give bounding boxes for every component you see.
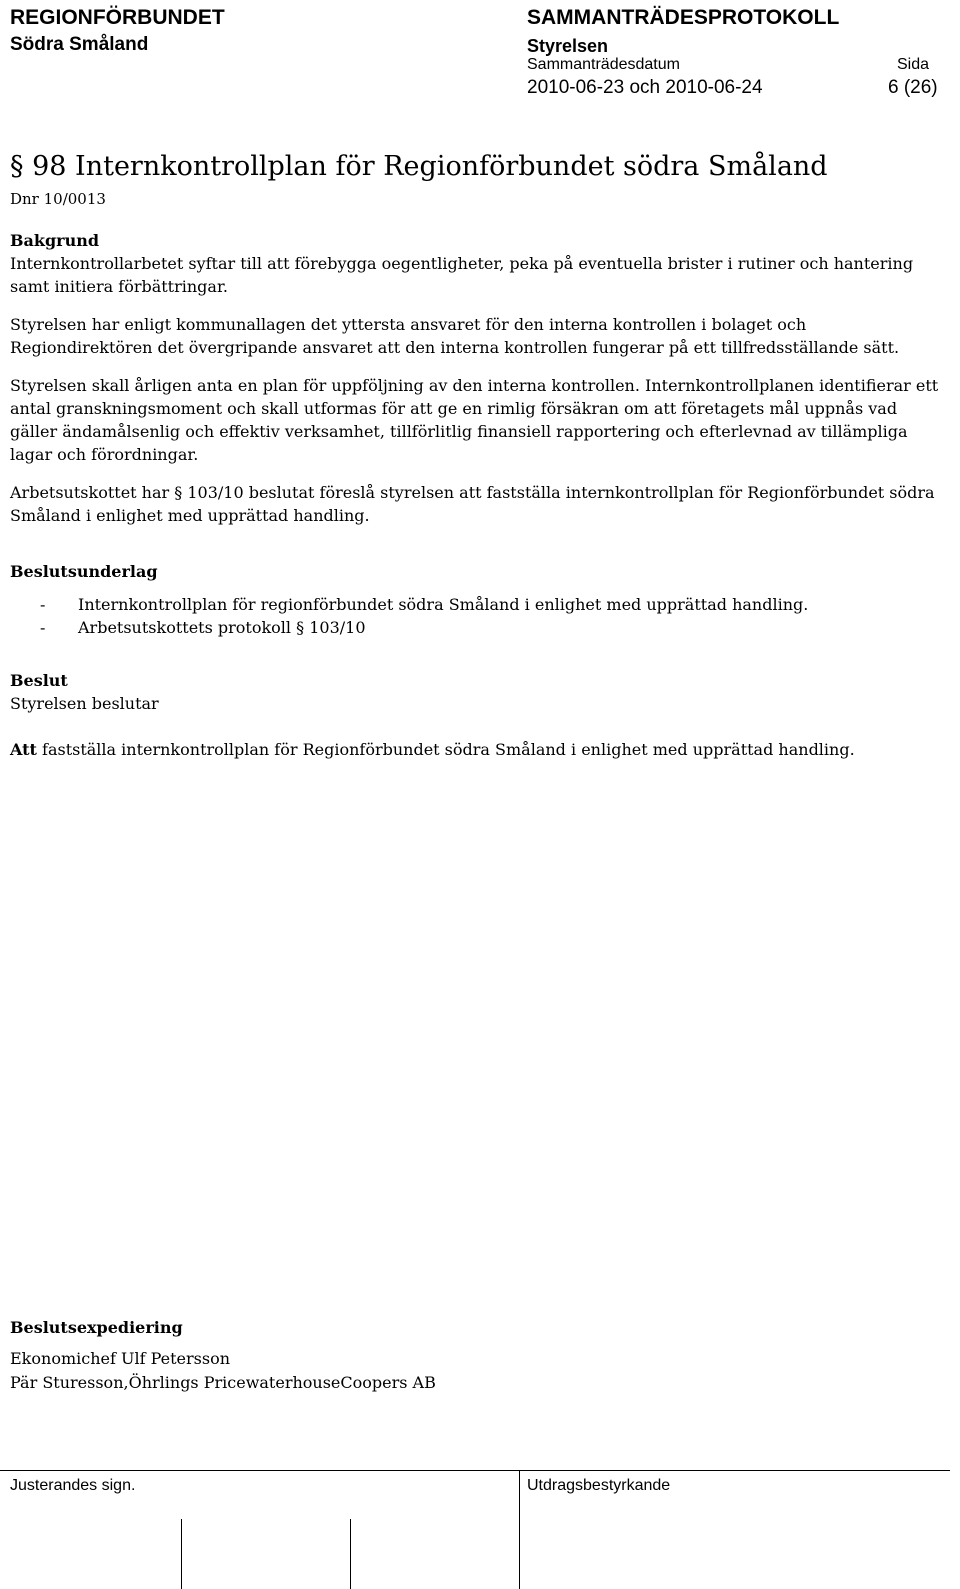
decision-heading: Beslut (10, 671, 68, 690)
page-label: Sida (897, 56, 930, 73)
decision-body: fastställa internkontrollplan för Regionförbundet södra Småland i enlighet med upprättad handling. (42, 740, 855, 759)
basis-item-1: Internkontrollplan för regionförbundet södra Småland i enlighet med upprättad handling. (78, 595, 809, 614)
list-item (10, 616, 940, 639)
dispatch-recipient-1: Ekonomichef Ulf Petersson (10, 1349, 231, 1368)
list-dash: - (40, 595, 46, 614)
att-word: Att (10, 740, 37, 759)
region-name: Södra Småland (10, 34, 149, 55)
adjusters-signature-label: Justerandes sign. (10, 1477, 136, 1494)
background-paragraph-1: Internkontrollarbetet syftar till att förebygga oegentligheter, peka på eventuella brister i rutiner och hantering samt initiera förbättringar. (10, 254, 914, 296)
section-symbol: § (10, 151, 24, 182)
list-dash: - (40, 618, 46, 637)
basis-list (10, 593, 940, 639)
basis-heading: Beslutsunderlag (10, 562, 158, 581)
dispatch-section (10, 1316, 436, 1395)
background-paragraph-4: Arbetsutskottet har § 103/10 beslutat föreslå styrelsen att fastställa internkontrollplan för Regionförbundet södra Småland i enlighet med upprättad handling. (10, 483, 935, 525)
protocol-content (10, 150, 940, 776)
background-heading: Bakgrund (10, 231, 100, 250)
signature-table (0, 1470, 950, 1589)
background-paragraph-2: Styrelsen har enligt kommunallagen det yttersta ansvaret för den interna kontrollen i bolaget och Regiondirektören det övergripande ansvaret att den interna kontrollen fungerar på ett tillfredsställande sätt. (10, 315, 900, 357)
page-number: 6 (26) (888, 77, 938, 98)
certification-label: Utdragsbestyrkande (527, 1477, 671, 1494)
background-paragraph-3: Styrelsen skall årligen anta en plan för uppföljning av den interna kontrollen. Internkontrollplanen identifierar ett antal granskningsmoment och skall utformas för att ge en rimlig försäkran om att företagets mål uppnås vad gäller ändamålsenlig och effektiv verksamhet, tillförlitlig finansiell rapportering och efterlevnad av tillämpliga lagar och förordningar. (10, 376, 939, 464)
signature-divider (519, 1471, 520, 1589)
meeting-date-label: Sammanträdesdatum (527, 56, 680, 73)
list-item (10, 593, 940, 616)
dispatch-recipient-2: Pär Sturesson,Öhrlings PricewaterhouseCoopers AB (10, 1373, 436, 1392)
dispatch-heading: Beslutsexpediering (10, 1318, 183, 1337)
document-type: SAMMANTRÄDESPROTOKOLL (527, 6, 840, 29)
organization-name: REGIONFÖRBUNDET (10, 6, 225, 29)
item-title (10, 150, 940, 184)
meeting-dates: 2010-06-23 och 2010-06-24 (527, 77, 763, 98)
basis-item-2: Arbetsutskottets protokoll § 103/10 (78, 618, 366, 637)
signature-divider (350, 1519, 351, 1589)
signature-divider (181, 1519, 182, 1589)
decision-text (10, 738, 940, 761)
case-number: Dnr 10/0013 (10, 190, 106, 208)
board-name: Styrelsen (527, 36, 609, 56)
item-title-text: 98 Internkontrollplan för Regionförbundet södra Småland (32, 151, 828, 182)
decision-intro: Styrelsen beslutar (10, 694, 159, 713)
